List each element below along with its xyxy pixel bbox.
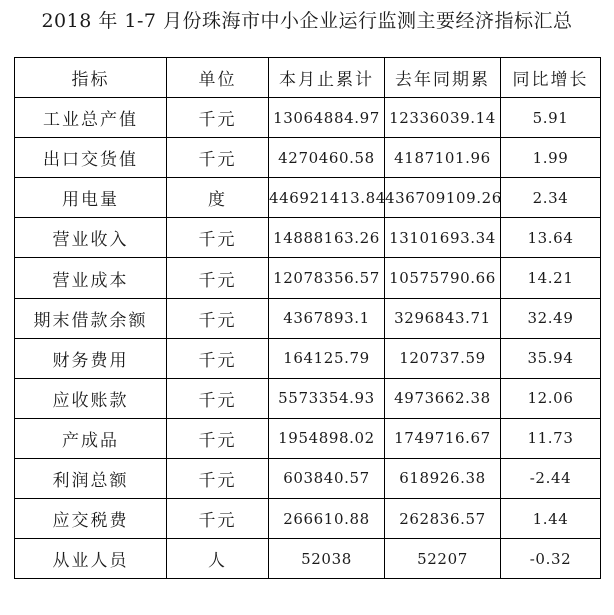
- cell-indicator: 工业总产值: [15, 98, 167, 138]
- page-title: 2018 年 1-7 月份珠海市中小企业运行监测主要经济指标汇总: [41, 10, 573, 32]
- cell-current: 266610.88: [269, 499, 385, 539]
- cell-indicator: 营业收入: [15, 218, 167, 258]
- cell-last-year: 618926.38: [385, 458, 501, 498]
- cell-unit: 度: [167, 178, 269, 218]
- cell-current: 446921413.84: [269, 178, 385, 218]
- cell-unit: 千元: [167, 418, 269, 458]
- cell-unit: 人: [167, 539, 269, 579]
- table-row: [15, 298, 601, 338]
- table-row: [15, 218, 601, 258]
- cell-growth: 1.44: [501, 499, 601, 539]
- table-row: [15, 499, 601, 539]
- cell-current: 1954898.02: [269, 418, 385, 458]
- indicator-table: [14, 57, 601, 579]
- cell-last-year: 1749716.67: [385, 418, 501, 458]
- cell-unit: 千元: [167, 138, 269, 178]
- cell-growth: 32.49: [501, 298, 601, 338]
- cell-current: 5573354.93: [269, 378, 385, 418]
- cell-indicator: 应交税费: [15, 499, 167, 539]
- cell-last-year: 436709109.26: [385, 178, 501, 218]
- cell-current: 14888163.26: [269, 218, 385, 258]
- cell-growth: 13.64: [501, 218, 601, 258]
- cell-unit: 千元: [167, 378, 269, 418]
- cell-current: 164125.79: [269, 338, 385, 378]
- cell-last-year: 4973662.38: [385, 378, 501, 418]
- header-yoy-growth: 同比增长: [501, 58, 601, 98]
- cell-last-year: 4187101.96: [385, 138, 501, 178]
- cell-indicator: 期末借款余额: [15, 298, 167, 338]
- table-row: [15, 138, 601, 178]
- cell-indicator: 产成品: [15, 418, 167, 458]
- table-row: [15, 98, 601, 138]
- cell-current: 603840.57: [269, 458, 385, 498]
- cell-current: 4270460.58: [269, 138, 385, 178]
- cell-last-year: 3296843.71: [385, 298, 501, 338]
- cell-last-year: 10575790.66: [385, 258, 501, 298]
- cell-current: 4367893.1: [269, 298, 385, 338]
- cell-growth: 14.21: [501, 258, 601, 298]
- cell-last-year: 52207: [385, 539, 501, 579]
- cell-indicator: 财务费用: [15, 338, 167, 378]
- cell-growth: 35.94: [501, 338, 601, 378]
- cell-last-year: 12336039.14: [385, 98, 501, 138]
- header-last-year: 去年同期累: [385, 58, 501, 98]
- cell-unit: 千元: [167, 98, 269, 138]
- indicator-table-body: [15, 58, 601, 579]
- table-row: [15, 178, 601, 218]
- cell-growth: 2.34: [501, 178, 601, 218]
- cell-growth: -0.32: [501, 539, 601, 579]
- header-row: [15, 58, 601, 98]
- header-current-cumulative: 本月止累计: [269, 58, 385, 98]
- header-unit: 单位: [167, 58, 269, 98]
- table-row: [15, 258, 601, 298]
- cell-growth: 12.06: [501, 378, 601, 418]
- table-row: [15, 539, 601, 579]
- cell-current: 52038: [269, 539, 385, 579]
- cell-unit: 千元: [167, 458, 269, 498]
- cell-current: 12078356.57: [269, 258, 385, 298]
- cell-last-year: 120737.59: [385, 338, 501, 378]
- cell-unit: 千元: [167, 258, 269, 298]
- cell-growth: 5.91: [501, 98, 601, 138]
- table-row: [15, 418, 601, 458]
- cell-indicator: 应收账款: [15, 378, 167, 418]
- cell-indicator: 出口交货值: [15, 138, 167, 178]
- cell-current: 13064884.97: [269, 98, 385, 138]
- header-indicator: 指标: [15, 58, 167, 98]
- cell-growth: -2.44: [501, 458, 601, 498]
- cell-last-year: 262836.57: [385, 499, 501, 539]
- table-row: [15, 378, 601, 418]
- table-row: [15, 338, 601, 378]
- cell-unit: 千元: [167, 298, 269, 338]
- cell-indicator: 营业成本: [15, 258, 167, 298]
- cell-unit: 千元: [167, 499, 269, 539]
- table-row: [15, 458, 601, 498]
- cell-indicator: 利润总额: [15, 458, 167, 498]
- cell-growth: 11.73: [501, 418, 601, 458]
- cell-indicator: 用电量: [15, 178, 167, 218]
- cell-growth: 1.99: [501, 138, 601, 178]
- cell-indicator: 从业人员: [15, 539, 167, 579]
- cell-last-year: 13101693.34: [385, 218, 501, 258]
- cell-unit: 千元: [167, 218, 269, 258]
- cell-unit: 千元: [167, 338, 269, 378]
